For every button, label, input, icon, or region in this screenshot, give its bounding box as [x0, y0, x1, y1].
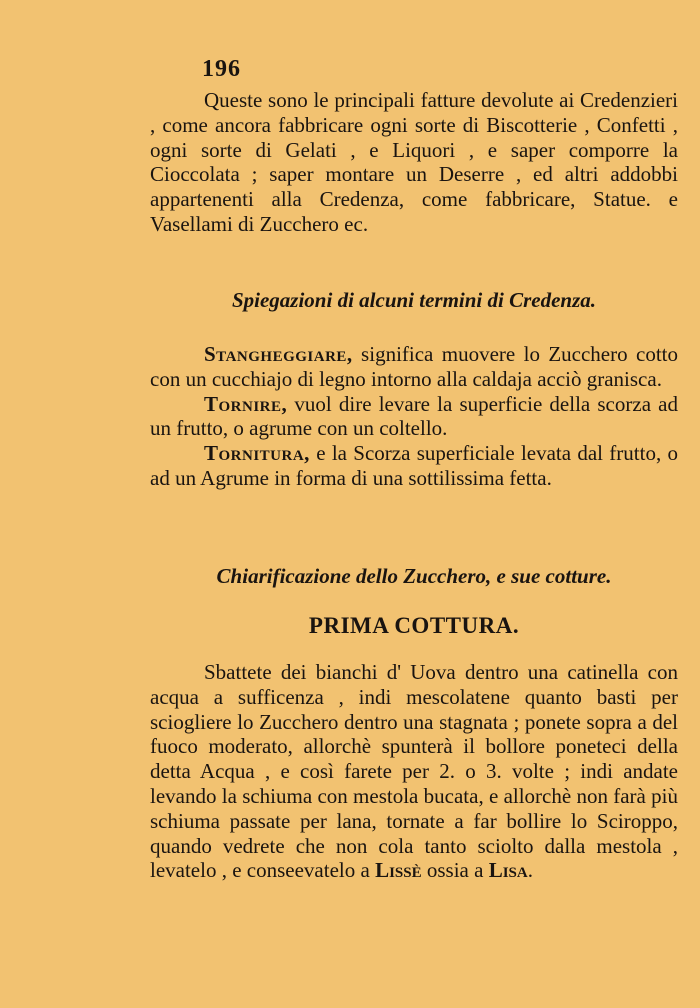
recipe-term-lisa: Lisa [488, 858, 528, 883]
definition-term: Stangheggiare, [204, 342, 353, 366]
terms-heading: Spiegazioni di alcuni termini di Credenza. [231, 288, 597, 312]
sugar-subheading: PRIMA COTTURA. [308, 613, 520, 638]
page-number: 196 [202, 56, 241, 82]
definition-entry [150, 342, 678, 392]
recipe-section [150, 660, 678, 883]
definition-text: e la Scorza superficiale levata dal frutto, o ad un Agrume in forma di una sottilissima fetta. [150, 441, 678, 490]
intro-section [150, 88, 678, 237]
definition-entry [150, 392, 678, 442]
definition-text: vuol dire levare la superficie della scorza ad un frutto, o agrume con un coltello. [150, 391, 678, 441]
recipe-term-lisse: Lissè [375, 858, 422, 883]
definition-term: Tornire, [204, 391, 288, 416]
definition-text: significa muovere lo Zucchero cotto con un cucchiajo di legno intorno alla caldaja acciò granisca. [150, 342, 678, 391]
recipe-connector: ossia a [421, 858, 489, 883]
terms-definitions [150, 342, 678, 491]
sugar-heading: Chiarificazione dello Zucchero, e sue cotture. [216, 564, 612, 588]
intro-paragraph: Queste sono le principali fatture devolute ai Credenzieri , come ancora fabbricare ogni sorte di Biscotterie , Confetti , ogni sorte di Gelati , e Liquori , e saper comporre la Cioccolata ; saper montare un Deserre , ed altri addobbi appartenenti alla Credenza, come fabbricare, Statue. e Vasellami di Zucchero ec. [150, 88, 678, 236]
recipe-paragraph [150, 660, 678, 883]
recipe-end: . [527, 858, 533, 883]
definition-term: Tornitura, [204, 441, 310, 466]
recipe-text: Sbattete dei bianchi d' Uova dentro una catinella con acqua a sufficenza , indi mescolatene quanto basti per sciogliere lo Zucchero dentro una stagnata ; ponete sopra a del fuoco moderato, allorchè spunterà il bollore poneteci della detta Acqua , e così farete per 2. o 3. volte ; indi andate levando la schiuma con mestola bucata, e allorchè non farà più schiuma passate per lana, tornate a far bollire lo Sciroppo, quando vedrete che non cola tanto sciolto dalla mestola , levatelo , e conseevatelo a [150, 660, 678, 883]
definition-entry [150, 441, 678, 491]
